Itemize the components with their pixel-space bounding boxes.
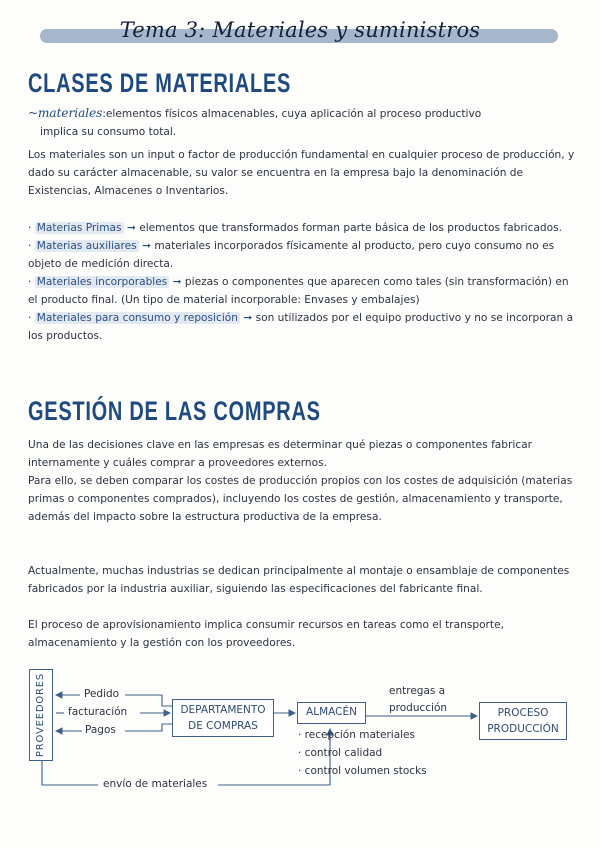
compras-line-1: DEPARTAMENTO — [180, 704, 266, 716]
entregas-line-1: entregas a — [389, 685, 446, 697]
produccion-line-2: PRODUCCIÓN — [487, 723, 559, 735]
proceso-produccion-box — [479, 702, 567, 740]
arrow-icon: ➞ — [142, 240, 151, 252]
compras-line-2: DE COMPRAS — [188, 720, 258, 732]
item-term: Materiales para consumo y reposición — [36, 312, 238, 324]
arrow-icon: ➞ — [243, 312, 253, 324]
entregas-line-2: producción — [389, 702, 448, 714]
departamento-compras-box — [172, 699, 274, 737]
envio-materiales-label: envío de materiales — [103, 778, 208, 790]
almacen-task: · control calidad — [298, 747, 383, 759]
compras-paragraph-3: Actualmente, muchas industrias se dedican principalmente al montaje o ensamblaje de componentes fabricados por la industria auxiliar, siguiendo las especificaciones del fabricante final. — [28, 565, 570, 595]
item-term: Materias auxiliares — [36, 240, 137, 252]
pagos-label: Pagos — [85, 724, 116, 736]
definition-text: :elementos físicos almacenables, cuya aplicación al proceso productivo — [102, 108, 482, 120]
facturacion-label: facturación — [68, 706, 128, 718]
produccion-line-1: PROCESO — [497, 707, 549, 719]
compras-paragraph-4: El proceso de aprovisionamiento implica consumir recursos en tareas como el transporte, almacenamiento y la gestión con los proveedores. — [28, 619, 504, 649]
page-title: Tema 3: Materiales y suministros — [119, 18, 481, 42]
pedido-label: Pedido — [84, 688, 120, 700]
arrow-icon: ➞ — [126, 222, 136, 234]
list-item: · Materiales incorporables ➞ piezas o componentes que aparecen como tales (sin transformación) en el producto final. (Un tipo de material incorporable: Envases y embalajes) — [28, 276, 569, 306]
arrow-icon: ➞ — [172, 276, 182, 288]
definition-text-cont: implica su consumo total. — [40, 126, 177, 138]
list-item: · Materiales para consumo y reposición ➞ son utilizados por el equipo productivo y no se incorporan a los productos. — [28, 312, 574, 342]
compras-paragraph-1: Una de las decisiones clave en las empresas es determinar qué piezas o componentes fabricar internamente y cuáles comprar a proveedores externos. — [28, 439, 532, 469]
item-term: Materiales incorporables — [36, 276, 168, 288]
section-heading-compras: GESTIÓN DE LAS COMPRAS — [28, 396, 321, 426]
almacen-box: ALMACÉN — [297, 702, 366, 724]
item-text: piezas o componentes que aparecen como tales (sin transformación) en el producto final. (Un tipo de material incorporable: Envases y embalajes) — [28, 276, 569, 306]
almacen-task: · control volumen stocks — [298, 765, 427, 777]
definition-term: ~materiales — [28, 106, 103, 120]
proveedores-box — [29, 669, 53, 761]
intro-paragraph: Los materiales son un input o factor de producción fundamental en cualquier proceso de producción, y dado su carácter almacenable, su valor se encuentra en la empresa bajo la denominación de Existencias, Almacenes o Inventarios. — [28, 149, 575, 197]
compras-paragraph-2: Para ello, se deben comparar los costes de producción propios con los costes de adquisición (materias primas o componentes comprados), incluyendo los costes de gestión, almacenamiento y transporte, además del impacto sobre la estructura productiva de la empresa. — [28, 475, 573, 523]
item-text: son utilizados por el equipo productivo y no se incorporan a los productos. — [28, 312, 574, 342]
section-heading-clases: CLASES DE MATERIALES — [28, 68, 292, 98]
item-text: materiales incorporados físicamente al producto, pero cuyo consumo no es objeto de medición directa. — [28, 240, 555, 270]
item-text: elementos que transformados forman parte básica de los productos fabricados. — [135, 222, 563, 234]
item-term: Materias Primas — [36, 222, 122, 234]
almacen-task: · recepción materiales — [298, 729, 415, 741]
proveedores-label: PROVEEDORES — [35, 672, 46, 758]
list-item: · Materias Primas ➞ elementos que transformados forman parte básica de los productos fabricados. — [28, 222, 563, 234]
list-item: · Materias auxiliares ➞ materiales incorporados físicamente al producto, pero cuyo consumo no es objeto de medición directa. — [28, 240, 555, 270]
